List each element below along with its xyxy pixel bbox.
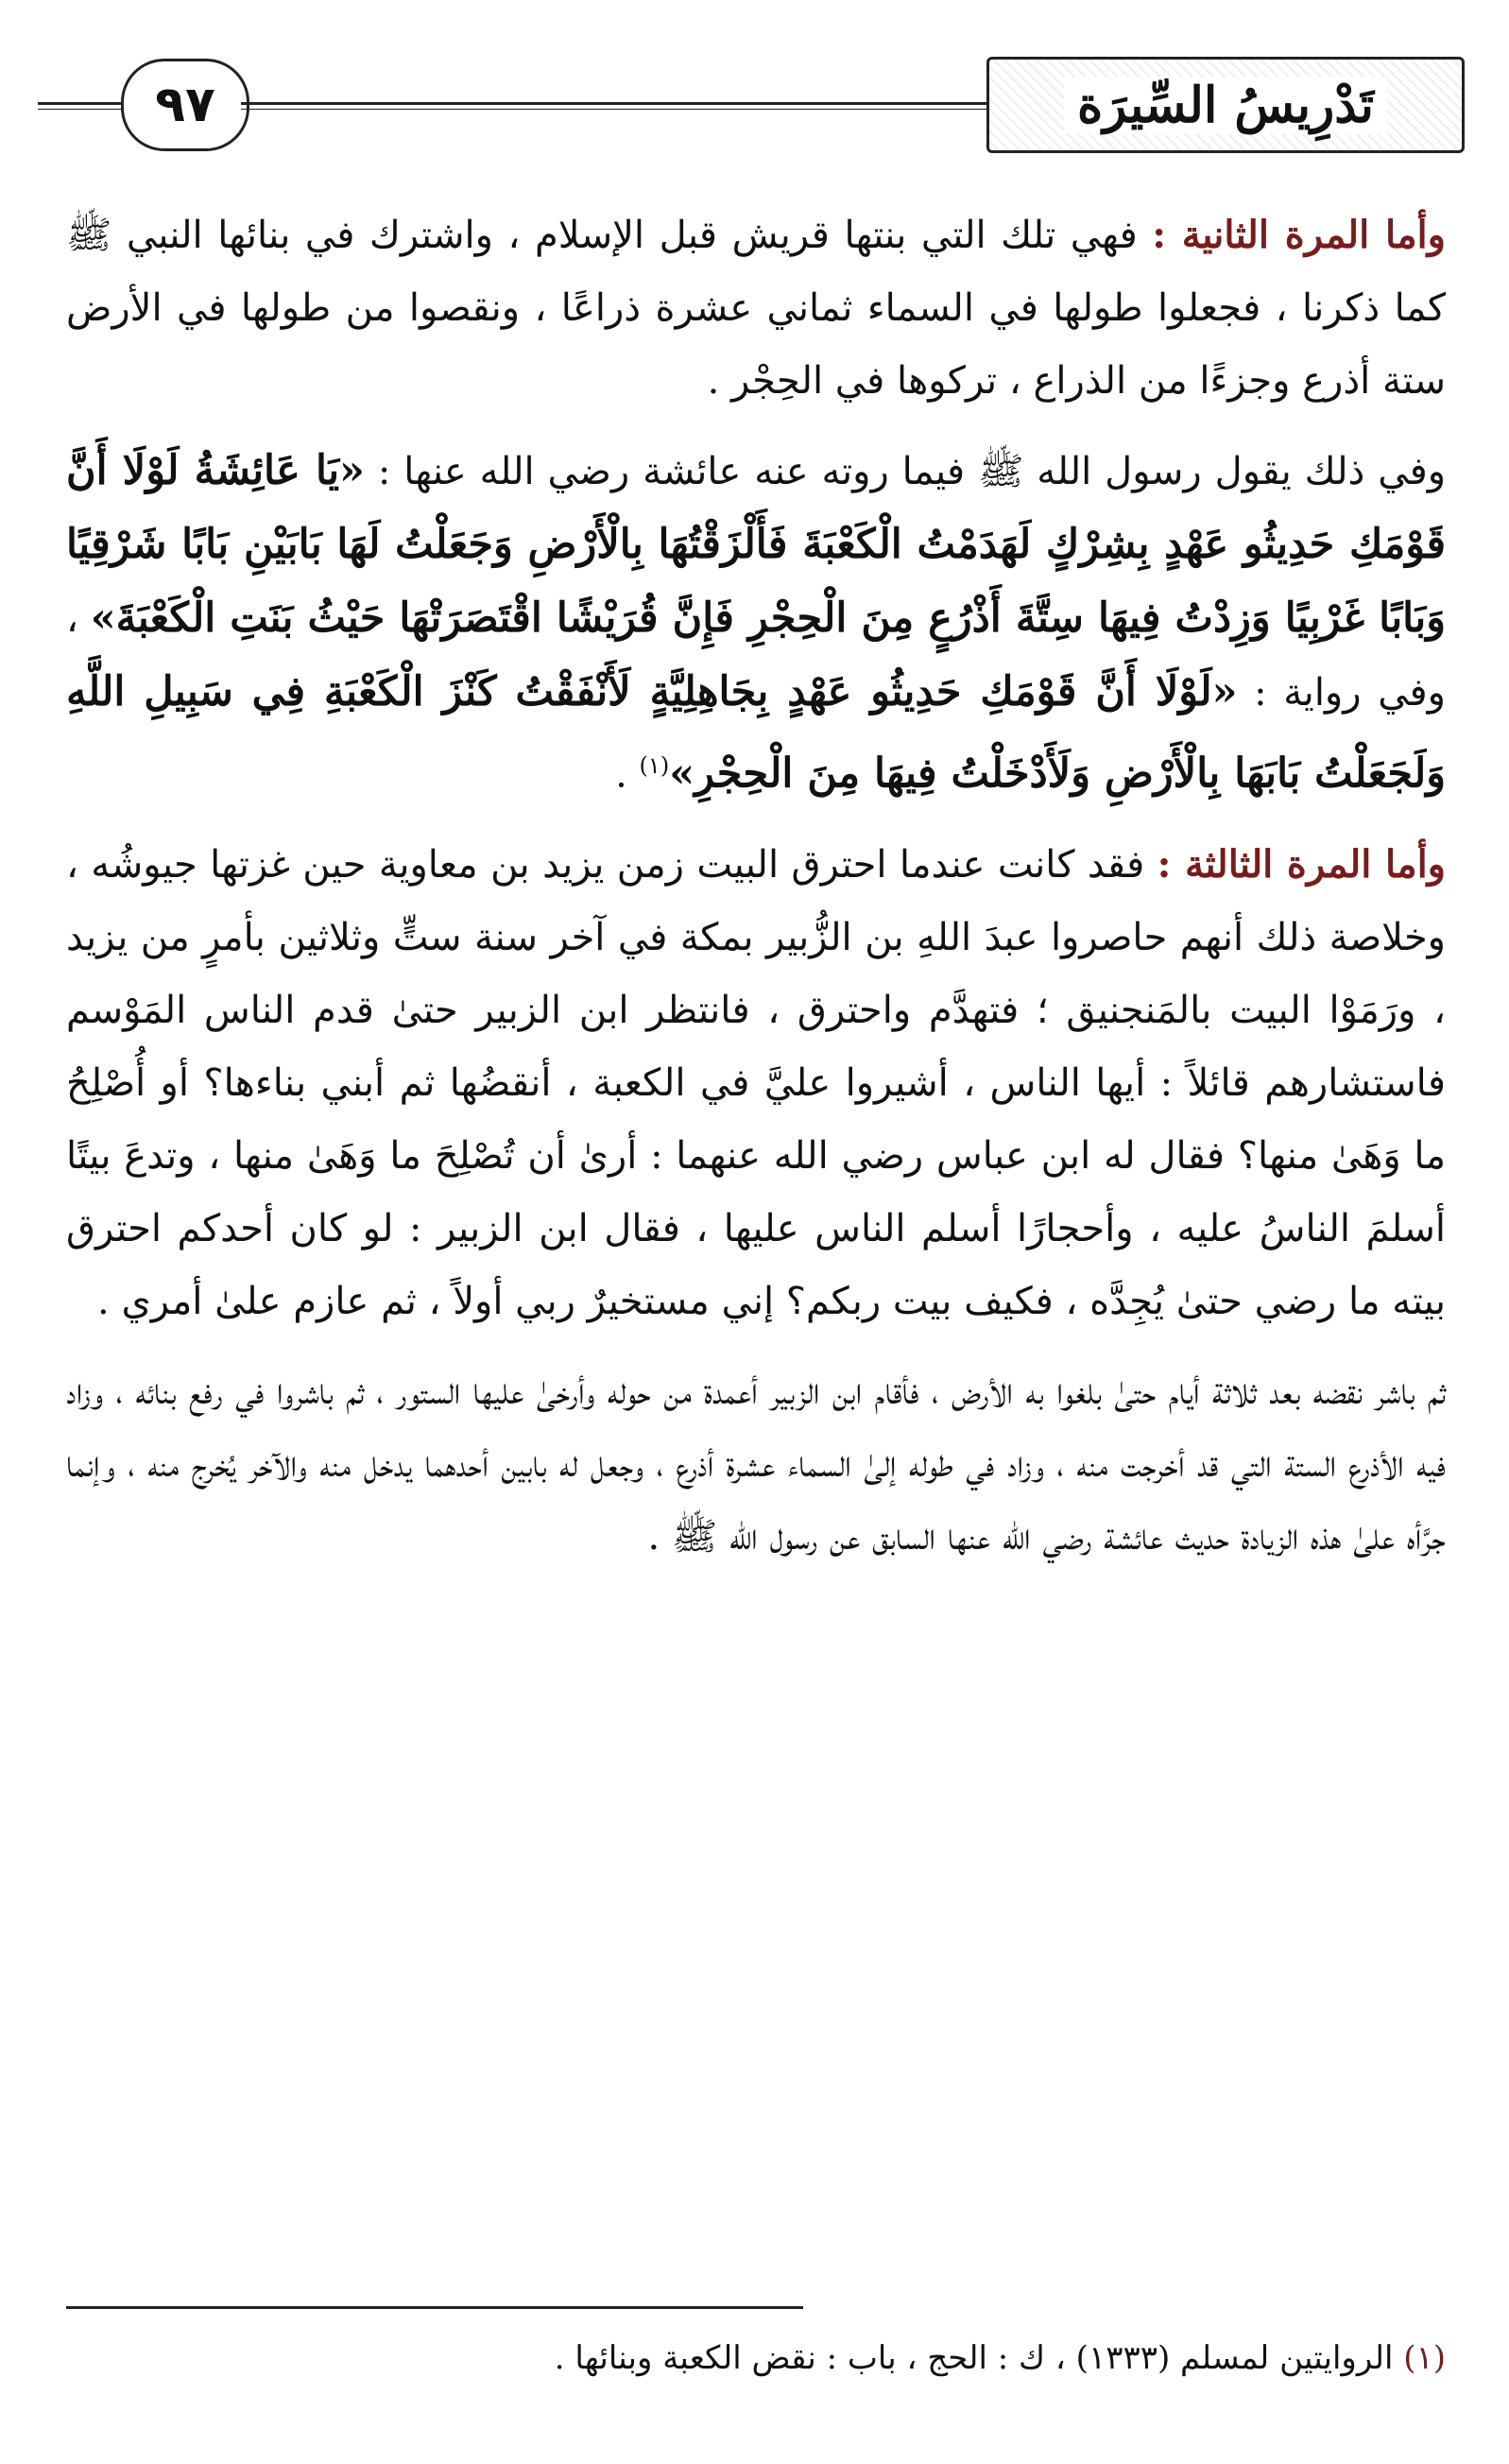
page-header: [38, 47, 1465, 151]
footnote-mark: (١): [1403, 2339, 1446, 2377]
paragraph-4: [66, 1355, 1446, 1574]
footnote-text: الروايتين لمسلم (١٣٣٣) ، ك : الحج ، باب : نقض الكعبة وبنائها .: [554, 2339, 1394, 2377]
header-rule-left: [38, 102, 123, 110]
book-title-box: [986, 57, 1465, 153]
paragraph-2-intro: وفي ذلك يقول رسول الله ﷺ فيما روته عنه عائشة رضي الله عنها :: [377, 450, 1447, 493]
paragraph-3-text: فقد كانت عندما احترق البيت زمن يزيد بن معاوية حين غزتها جيوشُه ، وخلاصة ذلك أنهم حاصروا عبدَ اللهِ بن الزُّبير بمكة في آخر سنة ستٍّ وثلاثين بأمرٍ من يزيد ، ورَمَوْا البيت بالمَنجنيق ؛ فتهدَّم واحترق ، فانتظر ابن الزبير حتىٰ قدم الناس المَوْسم فاستشارهم قائلاً : أيها الناس ، أشيروا عليَّ في الكعبة ، أنقضُها ثم أبني بناءها؟ أو أُصْلِحُ ما وَهَىٰ منها؟ فقال له ابن عباس رضي الله عنهما : أرىٰ أن تُصْلِحَ ما وَهَىٰ منها ، وتدعَ بيتًا أسلمَ الناسُ عليه ، وأحجارًا أسلم الناس عليها ، فقال ابن الزبير : لو كان أحدكم احترق بيته ما رضي حتىٰ يُجِدَّه ، فكيف بيت ربكم؟ إني مستخيرٌ ربي أولاً ، ثم عازم علىٰ أمري .: [66, 843, 1446, 1324]
paragraph-1: [66, 198, 1446, 418]
main-text: [66, 198, 1446, 1591]
footnote-reference: (١): [639, 752, 670, 779]
paragraph-3-heading: وأما المرة الثالثة :: [1157, 842, 1446, 887]
paragraph-2: وفي ذلك يقول رسول الله ﷺ فيما روته عنه عائشة رضي الله عنها : «يَا عَائِشَةُ لَوْلَا أَنَّ قَوْمَكِ حَدِيثُو عَهْدٍ بِشِرْكٍ لَهَدَمْتُ الْكَعْبَةَ فَأَلْزَقْتُهَا بِالْأَرْضِ وَجَعَلْتُ لَهَا بَابَيْنِ بَابًا شَرْقِيًا وَبَابًا غَرْبِيًا وَزِدْتُ فِيهَا سِتَّةَ أَذْرُعٍ مِنَ الْحِجْرِ فَإِنَّ قُرَيْشًا اقْتَصَرَتْهَا حَيْثُ بَنَتِ الْكَعْبَةَ» ، وفي رواية : «لَوْلَا أَنَّ قَوْمَكِ حَدِيثُو عَهْدٍ بِجَاهِلِيَّةٍ لَأَنْفَقْتُ كَنْزَ الْكَعْبَةِ فِي سَبِيلِ اللَّهِ وَلَجَعَلْتُ بَابَهَا بِالْأَرْضِ وَلَأَدْخَلْتُ فِيهَا مِنَ الْحِجْرِ»$^{(١)}$ .: [66, 447, 1447, 798]
paragraph-1-text: فهي تلك التي بنتها قريش قبل الإسلام ، واشترك في بنائها النبي ﷺ كما ذكرنا ، فجعلوا طولها في السماء ثماني عشرة ذراعًا ، ونقصوا من طولها في الأرض ستة أذرع وجزءًا من الذراع ، تركوها في الحِجْر .: [66, 214, 1446, 403]
paragraph-1-heading: وأما المرة الثانية :: [1152, 213, 1446, 257]
header-rule-middle: [241, 102, 997, 110]
hadith-quote-1: «يَا عَائِشَةُ لَوْلَا أَنَّ قَوْمَكِ حَدِيثُو عَهْدٍ بِشِرْكٍ لَهَدَمْتُ الْكَعْبَةَ فَأَلْزَقْتُهَا بِالْأَرْضِ وَجَعَلْتُ لَهَا بَابَيْنِ بَابًا شَرْقِيًا وَبَابًا غَرْبِيًا وَزِدْتُ فِيهَا سِتَّةَ أَذْرُعٍ مِنَ الْحِجْرِ فَإِنَّ قُرَيْشًا اقْتَصَرَتْهَا حَيْثُ بَنَتِ الْكَعْبَةَ»: [66, 447, 1447, 642]
hadith-quote-2: «لَوْلَا أَنَّ قَوْمَكِ حَدِيثُو عَهْدٍ بِجَاهِلِيَّةٍ لَأَنْفَقْتُ كَنْزَ الْكَعْبَةِ فِي سَبِيلِ اللَّهِ وَلَجَعَلْتُ بَابَهَا بِالْأَرْضِ وَلَأَدْخَلْتُ فِيهَا مِنَ الْحِجْرِ»: [66, 668, 1446, 798]
paragraph-3: [66, 828, 1446, 1338]
page-number: ٩٧: [121, 59, 249, 151]
paragraph-4-text: ثم باشر نقضه بعد ثلاثة أيام حتىٰ بلغوا به الأرض ، فأقام ابن الزبير أعمدة من حوله وأرخىٰ عليها الستور ، ثم باشروا في رفع بنائه ، وزاد فيه الأذرع الستة التي قد أخرجت منه ، وزاد في طوله إلىٰ السماء عشرة أذرع ، وجعل له بابين أحدهما يدخل منه والآخر يُخرج منه ، وإنما جرَّأه علىٰ هذه الزيادة حديث عائشة رضي الله عنها السابق عن رسول الله ﷺ .: [66, 1370, 1447, 1559]
footnote-separator: [66, 2306, 803, 2309]
footnote: [66, 2335, 1446, 2382]
paragraph-2-mid: ، وفي رواية :: [66, 597, 1446, 715]
book-title: تَدْرِيسُ السِّيرَة: [1064, 77, 1387, 134]
